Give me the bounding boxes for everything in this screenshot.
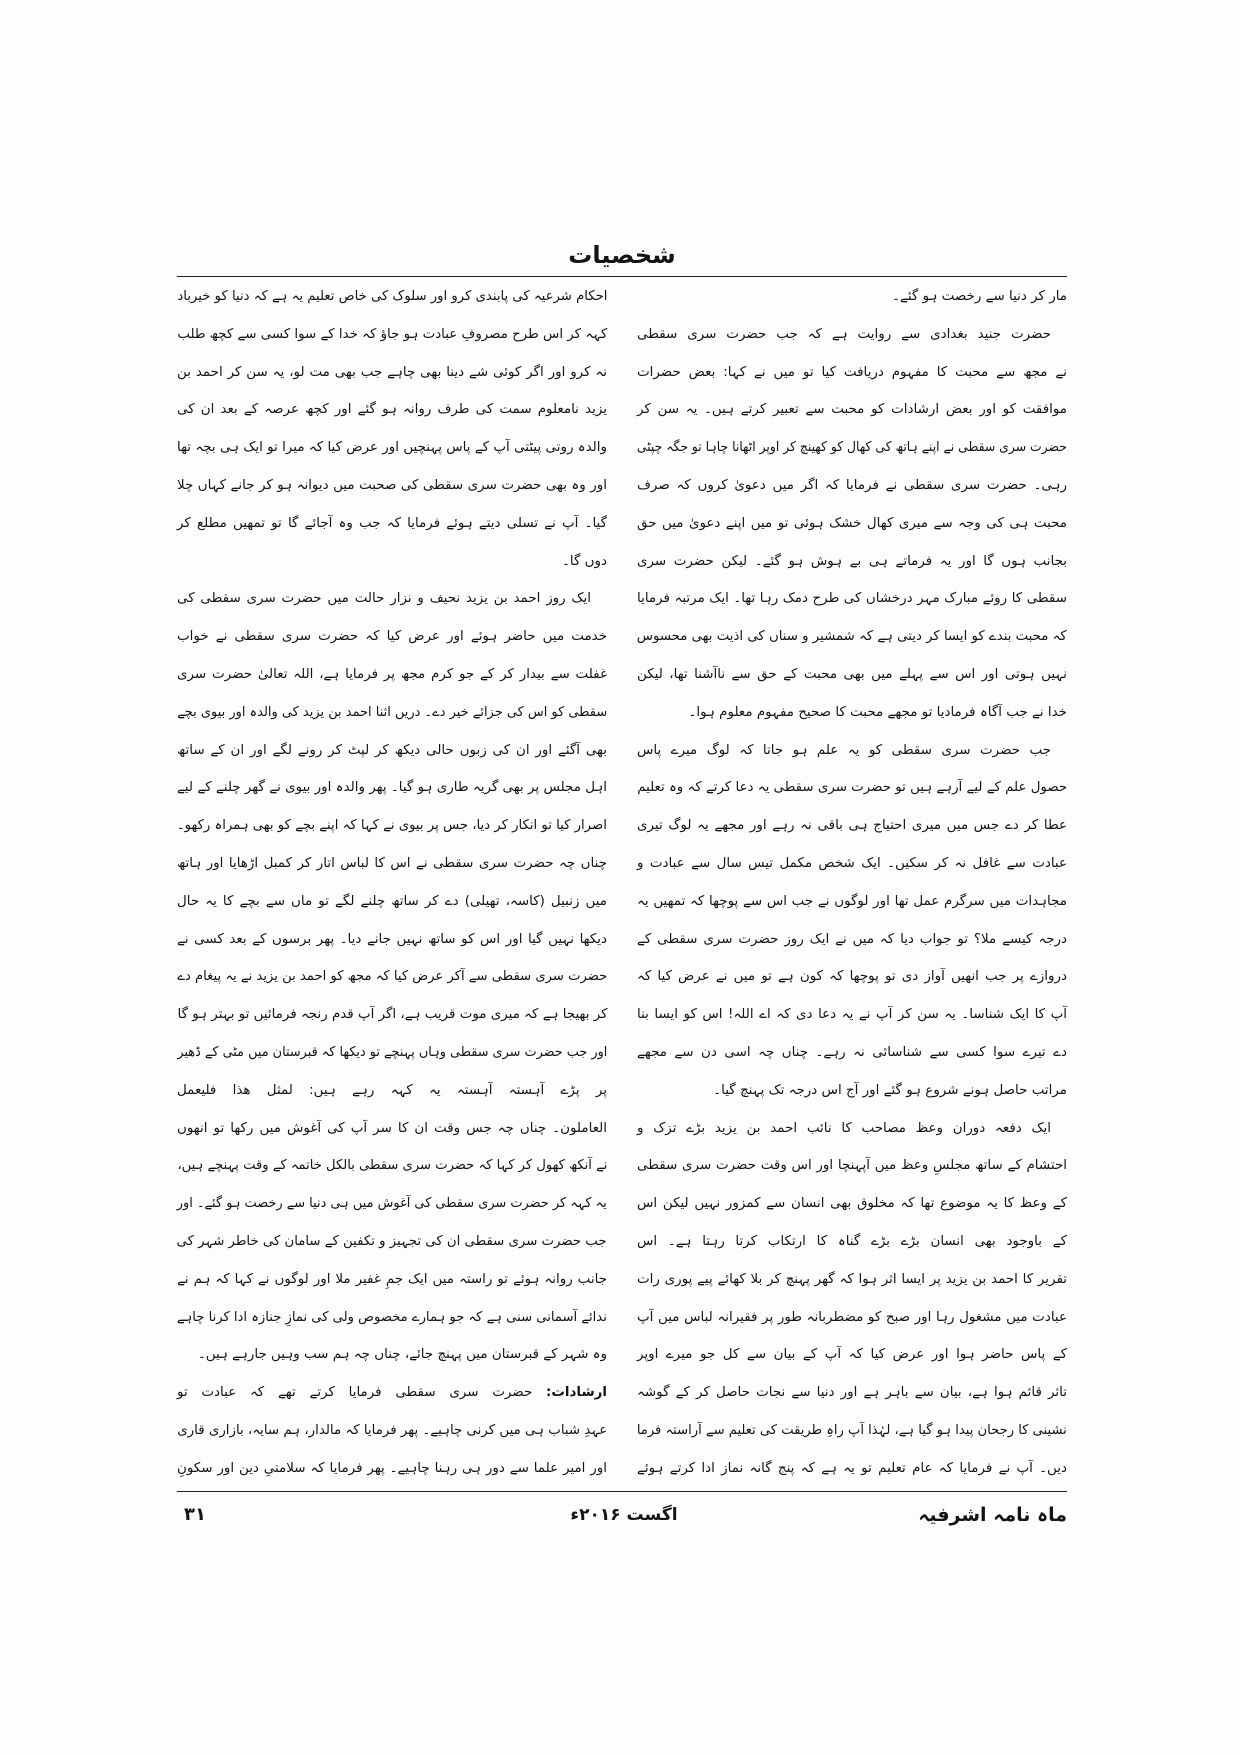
line-text: اور امیر علما سے دور ہی رہنا چاہیے۔ پھر فرمایا کہ سلامتیِ دین اور سکونِ: [177, 1460, 607, 1476]
text-line: [177, 354, 607, 392]
text-line: [177, 845, 607, 883]
paragraph: [177, 278, 607, 580]
text-line: [177, 732, 607, 770]
text-line: [637, 1185, 1067, 1223]
paragraph: [637, 316, 1067, 732]
text-line: [637, 1450, 1067, 1488]
text-line: [177, 391, 607, 429]
line-text: اہل مجلس پر بھی گریہ طاری ہو گیا۔ پھر والدہ اور بیوی نے گھر چلنے کے لیے: [177, 780, 607, 796]
paragraph: [637, 1110, 1067, 1488]
line-text: نے آنکھ کھول کر کہا کہ حضرت سری سقطی بالکل خاتمہ کے وقت پہنچے ہیں،: [177, 1158, 607, 1174]
text-line: [177, 1450, 607, 1488]
line-text: دروازے پر جب انھیں آواز دی تو پوچھا کہ کون ہے تو میں نے عرض کیا کہ: [637, 969, 1067, 985]
text-line: [177, 1223, 607, 1261]
line-text: بجانب ہوں گا اور یہ فرماتے ہی بے ہوش ہو گئے۔ لیکن حضرت سری: [637, 553, 1067, 569]
paragraph: [637, 732, 1067, 1110]
text-line: [177, 883, 607, 921]
line-text: نے مجھ سے محبت کا مفہوم دریافت کیا تو میں نے کہا: بعض حضرات: [637, 364, 1067, 380]
line-text: سقطی کا روئے مبارک مہر درخشاں کی طرح دمک رہا تھا۔ ایک مرتبہ فرمایا: [637, 591, 1067, 607]
line-text: آپ کا ایک شناسا۔ یہ سن کر آپ نے یہ دعا دی کہ اے اللہ! اس کو ایسا بنا: [637, 1007, 1067, 1023]
text-line: [637, 543, 1067, 581]
text-line: [637, 732, 1067, 770]
issue-date: اگست ۲۰۱۶ء: [570, 1505, 678, 1525]
text-line: [177, 1072, 607, 1110]
text-line: [177, 1299, 607, 1337]
text-line: [177, 1034, 607, 1072]
text-line: [177, 618, 607, 656]
line-text: مار کر دنیا سے رخصت ہو گئے۔: [892, 289, 1067, 304]
line-text: بھی آگئے اور ان کی زبوں حالی دیکھ کر لپٹ کر رونے لگے اور ان کے ساتھ: [177, 742, 607, 758]
text-line: [637, 1412, 1067, 1450]
text-line: [177, 1261, 607, 1299]
line-text: کہہ کر اس طرح مصروفِ عبادت ہو جاؤ کہ خدا کے سوا کسی سے کچھ طلب: [177, 326, 607, 342]
paragraph: [637, 278, 1067, 316]
text-line: [637, 656, 1067, 694]
text-line: [637, 618, 1067, 656]
line-text: خدا نے جب آگاہ فرمادیا تو مجھے محبت کا صحیح مفہوم معلوم ہوا۔: [688, 704, 1067, 720]
paragraph: [177, 1374, 607, 1487]
text-line: [177, 1185, 607, 1223]
line-text: غفلت سے بیدار کر کے جو کرم مجھ پر فرمایا ہے، اللہ تعالیٰ حضرت سری: [177, 666, 607, 682]
line-text: عبادت سے غافل نہ کر سکیں۔ ایک شخص مکمل تیس سال سے عبادت و: [637, 855, 1067, 871]
line-text: عہدِ شباب ہی میں کرنی چاہیے۔ پھر فرمایا کہ مالدار، ہم سایہ، بازاری قاری: [177, 1422, 607, 1438]
text-line: [177, 467, 607, 505]
line-text: اصرار کیا تو انکار کر دیا، جس پر بیوی نے کہا کہ اپنے بچے کو بھی ہمراہ رکھو۔: [177, 818, 607, 834]
line-text: خدمت میں حاضر ہوئے اور عرض کیا کہ حضرت سری سقطی نے خواب: [177, 629, 607, 645]
line-text: جب حضرت سری سقطی کو یہ علم ہو جاتا کہ لوگ میرے پاس: [637, 742, 1051, 758]
line-text: کے پاس حاضر ہوا اور عرض کیا کہ آپ کے بیان سے کل جو میرے اوپر: [637, 1347, 1067, 1363]
line-text: مجاہدات میں سرگرم عمل تھا اور لوگوں نے جب اس سے پوچھا کہ تمھیں یہ: [637, 893, 1067, 909]
header-rule: [177, 276, 1067, 277]
line-text: کے وعظ کا یہ موضوع تھا کہ مخلوق بھی انسان سے کمزور نہیں لیکن اس: [637, 1196, 1067, 1212]
text-line: [177, 278, 607, 316]
line-text: نشینی کا رجحان پیدا ہو گیا ہے، لہٰذا آپ راہِ طریقت کی تعلیم سے آراستہ فرما: [637, 1422, 1067, 1438]
line-text: ایک دفعہ دوران وعظ مصاحب کا نائب احمد بن یزید بڑے تزک و: [637, 1120, 1051, 1136]
line-text: درجہ کیسے ملا؟ تو جواب دیا کہ میں نے ایک روز حضرت سری سقطی کے: [637, 931, 1067, 947]
text-line: [177, 1374, 607, 1412]
text-line: [637, 278, 1067, 316]
line-text: جانب روانہ ہوئے تو راستہ میں ایک جمِ غفیر ملا اور لوگوں نے کہا کہ ہم نے: [177, 1271, 607, 1287]
text-line: [177, 1147, 607, 1185]
line-text: کر بھیجا ہے کہ میری موت قریب ہے، اگر آپ قدم رنجہ فرمائیں تو بہتر ہو گا: [177, 1007, 607, 1023]
text-line: [637, 1110, 1067, 1148]
line-text: [177, 1374, 607, 1412]
line-text: دیکھا نہیں گیا اور اس کو ساتھ نہیں جانے دیا۔ پھر برسوں کے بعد کسی نے: [177, 931, 607, 947]
text-line: [637, 1299, 1067, 1337]
text-line: [177, 996, 607, 1034]
magazine-name: ماہ نامہ اشرفیہ: [918, 1504, 1067, 1526]
text-line: [637, 958, 1067, 996]
footer-rule: [177, 1491, 1067, 1492]
line-text: کہ محبت بندے کو ایسا کر دیتی ہے کہ شمشیر و سناں کی اذیت بھی محسوس: [637, 629, 1067, 645]
text-line: [637, 391, 1067, 429]
line-text: نہیں ہوتی اور اس سے پہلے میں بھی محبت کے حق سے ناآشنا تھا، لیکن: [637, 666, 1067, 682]
column-left: [177, 278, 607, 1488]
text-line: [637, 580, 1067, 618]
line-text: چناں چہ حضرت سری سقطی نے اس کا لباس اتار کر کمبل اڑھایا اور ہاتھ: [177, 855, 607, 871]
text-line: [637, 694, 1067, 732]
line-text: عبادت میں مشغول رہا اور صبح کو مضطربانہ طور پر فقیرانہ لباس میں آپ: [637, 1309, 1067, 1325]
line-text: دیں۔ آپ نے فرمایا کہ عام تعلیم تو یہ ہے کہ پنج گانہ نماز ادا کرتے ہوئے: [637, 1460, 1067, 1476]
line-text: والدہ روتی پیٹتی آپ کے پاس پہنچیں اور عرض کیا کہ میرا تو ایک ہی بچہ تھا: [177, 440, 607, 456]
line-text: حضرت سری سقطی نے اپنے ہاتھ کی کھال کو کھینچ کر اوپر اٹھانا چاہا تو جگہ چپٹی: [637, 440, 1067, 456]
column-right: [637, 278, 1067, 1488]
line-text: العاملون۔ چناں چہ جس وقت ان کا سر آپ کی آغوش میں رکھا تو انھوں: [177, 1120, 607, 1136]
line-text: ندائے آسمانی سنی ہے کہ جو ہمارے مخصوص ولی کی نمازِ جنازہ ادا کرنا چاہے: [177, 1309, 607, 1325]
line-text: حصول علم کے لیے آرہے ہیں تو حضرت سری سقطی یہ دعا کرتے کہ وہ تعلیم: [637, 780, 1067, 796]
line-text: رہی۔ حضرت سری سقطی نے فرمایا کہ اگر میں دعویٰ کروں کہ صرف: [637, 477, 1067, 493]
text-line: [177, 807, 607, 845]
text-line: [637, 1223, 1067, 1261]
text-line: [637, 354, 1067, 392]
line-text: یزید نامعلوم سمت کی طرف روانہ ہو گئے اور کچھ عرصہ کے بعد ان کی: [177, 402, 607, 418]
text-line: [637, 845, 1067, 883]
line-text: دوں گا۔: [562, 553, 607, 569]
line-text: محبت ہی کی وجہ سے میری کھال خشک ہوئی تو میں اپنے دعویٰ میں حق: [637, 515, 1067, 531]
text-line: [637, 505, 1067, 543]
text-line: [177, 543, 607, 581]
text-line: [637, 1072, 1067, 1110]
text-line: [177, 1110, 607, 1148]
line-text: میں زنبیل (کاسہ، تھیلی) دے کر ساتھ چلنے لگے تو ماں سے بچے کا یہ حال: [177, 893, 607, 909]
text-line: [177, 769, 607, 807]
text-line: [637, 1261, 1067, 1299]
text-line: [637, 996, 1067, 1034]
text-line: [177, 656, 607, 694]
text-line: [177, 505, 607, 543]
text-line: [637, 1034, 1067, 1072]
line-text-body: حضرت سری سقطی فرمایا کرتے تھے کہ عبادت تو: [177, 1385, 533, 1401]
line-text: دے تیرے سوا کسی سے شناسائی نہ رہے۔ چناں چہ اسی دن سے مجھے: [637, 1044, 1067, 1060]
line-text: کے باوجود بھی انسان بڑے بڑے گناہ کا ارتکاب کرتا رہتا ہے۔ اس: [637, 1233, 1067, 1249]
line-text: اور جب حضرت سری سقطی وہاں پہنچے تو دیکھا کہ قبرستان میں مٹی کے ڈھیر: [177, 1044, 607, 1060]
text-line: [637, 807, 1067, 845]
line-text: یہ کہہ کر حضرت سری سقطی کی آغوش میں ہی دنیا سے رخصت ہو گئے۔ اور: [177, 1196, 607, 1212]
line-text: عطا کر دے جس میں میری احتیاج ہی باقی نہ رہے اور مجھے یہ لوگ تیری: [637, 818, 1067, 834]
line-text: احکام شرعیہ کی پابندی کرو اور سلوک کی خاص تعلیم یہ ہے کہ دنیا کو خیرباد: [177, 289, 607, 304]
text-line: [177, 429, 607, 467]
line-text: پر پڑے آہستہ آہستہ یہ کہہ رہے ہیں: لمثل ھذا فلیعمل: [177, 1082, 607, 1098]
paragraph: [177, 580, 607, 1374]
section-title: شخصیات: [568, 241, 676, 269]
text-line: [637, 467, 1067, 505]
line-text: حضرت سری سقطی سے آکر عرض کیا کہ مجھ کو احمد بن یزید نے یہ پیغام دے: [177, 969, 607, 985]
line-text: اور وہ بھی حضرت سری سقطی کی صحبت میں دیوانہ ہو کر جانے کہاں چلا: [177, 477, 607, 493]
text-line: [637, 921, 1067, 959]
text-line: [637, 1147, 1067, 1185]
line-text: مراتب حاصل ہونے شروع ہو گئے اور آج اس درجہ تک پہنچ گیا۔: [713, 1082, 1067, 1098]
subheading-label: ارشادات:: [546, 1385, 607, 1401]
text-line: [637, 429, 1067, 467]
line-text: احتشام کے ساتھ مجلسِ وعظ میں آپہنچا اور اس وقت حضرت سری سقطی: [637, 1158, 1067, 1174]
line-text: وہ شہر کے قبرستان میں پہنچ جائے، چناں چہ ہم سب وہیں جارہے ہیں۔: [197, 1347, 607, 1363]
line-text: سقطی کو اس کی جزائے خیر دے۔ دریں اثنا احمد بن یزید کی والدہ اور بیوی بچے: [177, 704, 607, 720]
line-text: گیا۔ آپ نے تسلی دیتے ہوئے فرمایا کہ جب وہ آجائے گا تو تمھیں مطلع کر: [177, 515, 607, 531]
line-text: نہ کرو اور اگر کوئی شے دینا بھی چاہے جب بھی مت لو، یہ سن کر احمد بن: [177, 364, 607, 380]
line-text: موافقت کو اور بعض ارشادات کو محبت سے تعبیر کرتے ہیں۔ یہ سن کر: [637, 402, 1067, 418]
text-line: [177, 1412, 607, 1450]
text-line: [637, 769, 1067, 807]
line-text: تاثر قائم ہوا ہے، بیان سے باہر ہے اور دنیا سے نجات حاصل کر کے گوشہ: [637, 1385, 1067, 1401]
line-text: جب حضرت سری سقطی ان کی تجہیز و تکفین کے سامان کی خاطر شہر کی: [177, 1233, 607, 1249]
text-line: [177, 1336, 607, 1374]
text-line: [177, 316, 607, 354]
text-line: [177, 921, 607, 959]
line-text: ایک روز احمد بن یزید نحیف و نزار حالت میں حضرت سری سقطی کی: [177, 591, 591, 607]
page-number: ۳۱: [184, 1504, 206, 1525]
text-line: [177, 694, 607, 732]
text-line: [177, 958, 607, 996]
text-line: [637, 883, 1067, 921]
text-line: [637, 1336, 1067, 1374]
line-text: تقریر کا احمد بن یزید پر ایسا اثر ہوا کہ گھر پہنچ کر بلا کھائے پیے پوری رات: [637, 1271, 1067, 1287]
text-line: [637, 1374, 1067, 1412]
text-line: [637, 316, 1067, 354]
line-text: حضرت جنید بغدادی سے روایت ہے کہ جب حضرت سری سقطی: [637, 326, 1051, 342]
text-line: [177, 580, 607, 618]
